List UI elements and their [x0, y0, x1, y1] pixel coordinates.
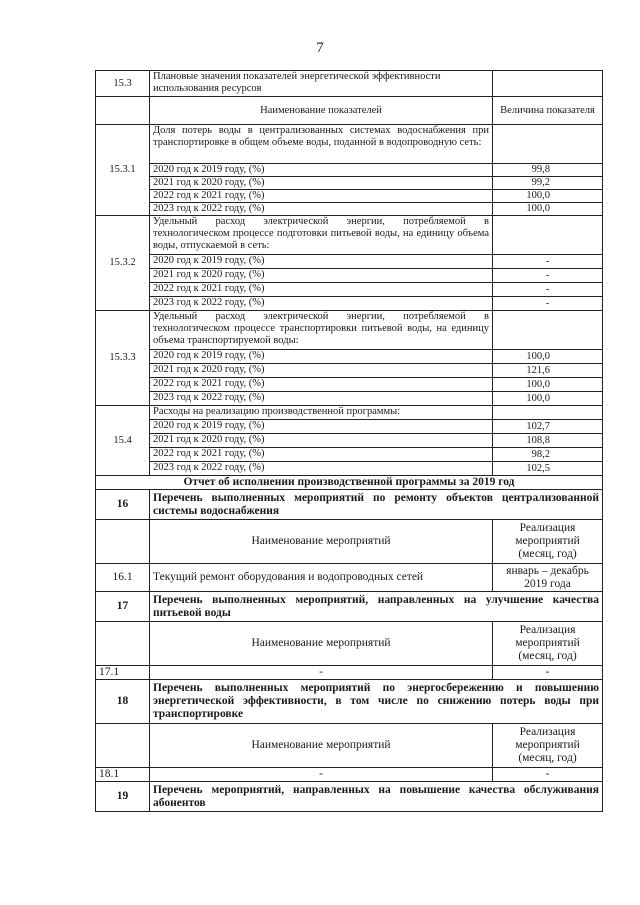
period-label: 2023 год к 2022 году, (%)	[150, 203, 493, 216]
row-num: 17	[96, 592, 150, 622]
period-label: 2022 год к 2021 году, (%)	[150, 378, 493, 392]
indicator-value: -	[493, 269, 603, 283]
column-header-value: Реализация мероприятий (месяц, год)	[493, 622, 603, 666]
indicator-value: -	[493, 255, 603, 269]
column-header-name: Наименование показателей	[150, 97, 493, 125]
measure-period: -	[493, 666, 603, 680]
period-label: 2023 год к 2022 году, (%)	[150, 297, 493, 311]
row-num: 15.3.2	[96, 216, 150, 311]
period-label: 2020 год к 2019 году, (%)	[150, 164, 493, 177]
row-num: 16	[96, 490, 150, 520]
indicator-value: 100,0	[493, 190, 603, 203]
period-label: 2020 год к 2019 году, (%)	[150, 255, 493, 269]
measure-period: -	[493, 768, 603, 782]
measure-name: Текущий ремонт оборудования и водопроводных сетей	[150, 564, 493, 592]
period-label: 2023 год к 2022 году, (%)	[150, 462, 493, 476]
indicator-value: 98,2	[493, 448, 603, 462]
report-heading: Отчет об исполнении производственной программы за 2019 год	[96, 476, 603, 490]
column-header-value: Реализация мероприятий (месяц, год)	[493, 724, 603, 768]
indicators-table	[95, 70, 603, 812]
period-label: 2022 год к 2021 году, (%)	[150, 283, 493, 297]
row-num: 15.4	[96, 406, 150, 476]
column-header-name: Наименование мероприятий	[150, 724, 493, 768]
indicator-title: Удельный расход электрической энергии, потребляемой в технологическом процессе транспортировки питьевой воды, на единицу объема транспортируемой воды:	[150, 311, 493, 350]
indicator-title: Доля потерь воды в централизованных системах водоснабжения при транспортировке в общем объеме воды, поданной в водопроводную сеть:	[150, 125, 493, 164]
section-title: Перечень выполненных мероприятий по ремонту объектов централизованной системы водоснабжения	[150, 490, 603, 520]
indicator-value: 100,0	[493, 378, 603, 392]
period-label: 2021 год к 2020 году, (%)	[150, 364, 493, 378]
column-header-name: Наименование мероприятий	[150, 622, 493, 666]
indicator-value: 102,5	[493, 462, 603, 476]
indicator-value: -	[493, 297, 603, 311]
row-num: 19	[96, 782, 150, 812]
row-num: 15.3.3	[96, 311, 150, 406]
column-header-value: Величина показателя	[493, 97, 603, 125]
indicator-value: 100,0	[493, 392, 603, 406]
section-title: Перечень выполненных мероприятий, направленных на улучшение качества питьевой воды	[150, 592, 603, 622]
period-label: 2021 год к 2020 году, (%)	[150, 177, 493, 190]
indicator-value: 99,8	[493, 164, 603, 177]
indicator-value: 102,7	[493, 420, 603, 434]
indicator-value: 121,6	[493, 364, 603, 378]
period-label: 2020 год к 2019 году, (%)	[150, 420, 493, 434]
period-label: 2022 год к 2021 году, (%)	[150, 448, 493, 462]
measure-name: -	[150, 666, 493, 680]
row-num: 16.1	[96, 564, 150, 592]
measure-name: -	[150, 768, 493, 782]
indicator-value: 100,0	[493, 203, 603, 216]
measure-period: январь – декабрь 2019 года	[493, 564, 603, 592]
indicator-value: -	[493, 283, 603, 297]
section-title: Перечень мероприятий, направленных на повышение качества обслуживания абонентов	[150, 782, 603, 812]
row-num: 18	[96, 680, 150, 724]
row-num: 18.1	[96, 768, 150, 782]
period-label: 2023 год к 2022 году, (%)	[150, 392, 493, 406]
indicator-value: 108,8	[493, 434, 603, 448]
row-num: 15.3.1	[96, 125, 150, 216]
section-title: Плановые значения показателей энергетической эффективности использования ресурсов	[150, 71, 493, 97]
section-title: Перечень выполненных мероприятий по энергосбережению и повышению энергетической эффективности, в том числе по снижению потерь воды при транспортировке	[150, 680, 603, 724]
row-num: 15.3	[96, 71, 150, 97]
column-header-name: Наименование мероприятий	[150, 520, 493, 564]
indicator-value: 99,2	[493, 177, 603, 190]
indicator-title: Удельный расход электрической энергии, потребляемой в технологическом процессе подготовки питьевой воды, на единицу объема воды, отпускаемой в сеть:	[150, 216, 493, 255]
row-num: 17.1	[96, 666, 150, 680]
period-label: 2020 год к 2019 году, (%)	[150, 350, 493, 364]
indicator-value: 100,0	[493, 350, 603, 364]
page-number: 7	[316, 40, 324, 56]
period-label: 2021 год к 2020 году, (%)	[150, 269, 493, 283]
indicator-title: Расходы на реализацию производственной программы:	[150, 406, 493, 420]
column-header-value: Реализация мероприятий (месяц, год)	[493, 520, 603, 564]
period-label: 2021 год к 2020 году, (%)	[150, 434, 493, 448]
period-label: 2022 год к 2021 году, (%)	[150, 190, 493, 203]
